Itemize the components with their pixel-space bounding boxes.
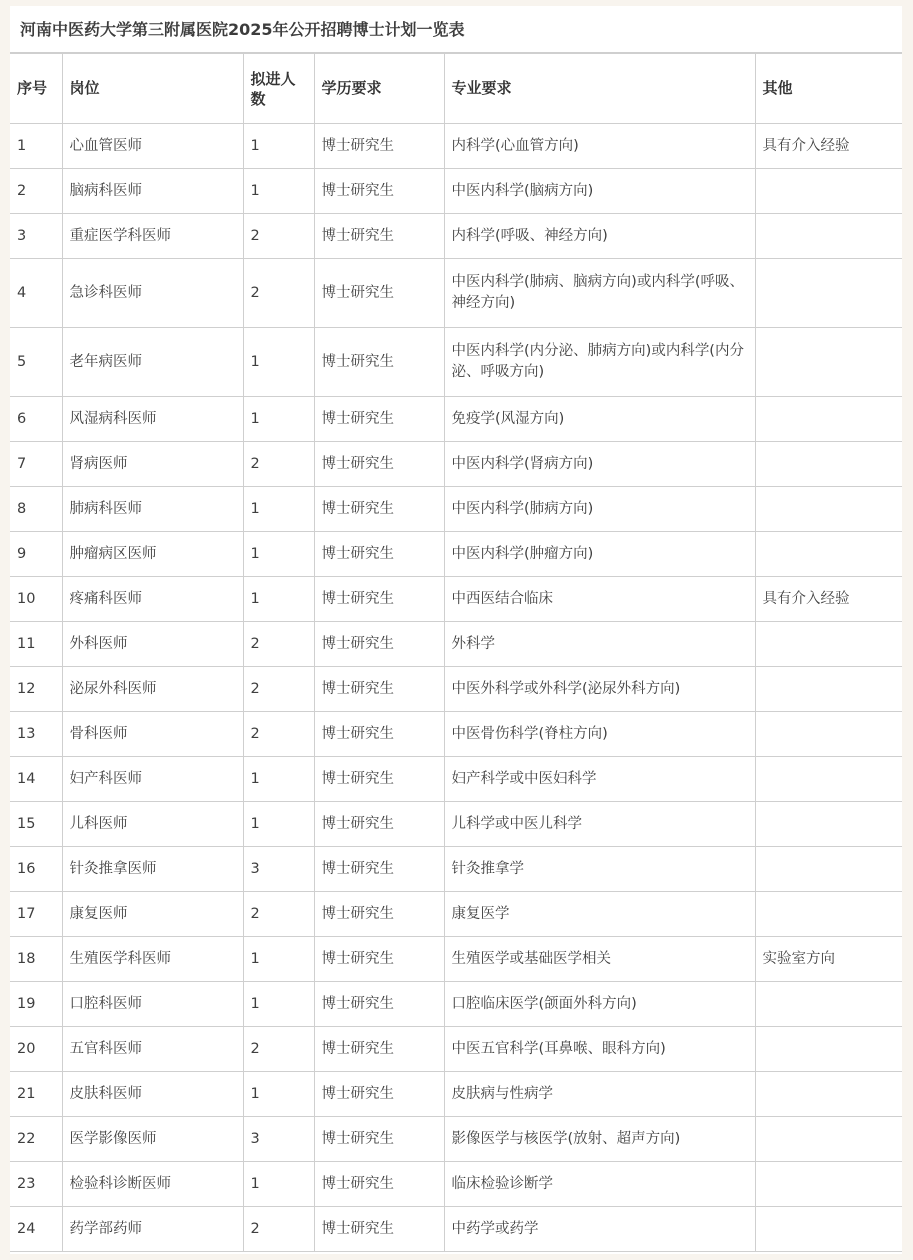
table-row [10,1027,902,1072]
cell-major: 中医内科学(内分泌、肺病方向)或内科学(内分泌、呼吸方向) [444,328,755,397]
cell-other [755,622,902,667]
table-row [10,577,902,622]
cell-count: 2 [243,667,314,712]
cell-major: 康复医学 [444,892,755,937]
cell-major: 中医内科学(肺病方向) [444,487,755,532]
cell-education: 博士研究生 [314,328,444,397]
cell-education: 博士研究生 [314,169,444,214]
table-row [10,169,902,214]
cell-count: 2 [243,259,314,328]
cell-count: 2 [243,214,314,259]
cell-count: 3 [243,847,314,892]
cell-education: 博士研究生 [314,712,444,757]
cell-education: 博士研究生 [314,982,444,1027]
cell-no: 8 [10,487,62,532]
cell-major: 外科学 [444,622,755,667]
cell-no: 10 [10,577,62,622]
header-count-line1: 拟进人 [250,69,296,88]
table-header-row [10,54,902,124]
cell-post: 针灸推拿医师 [62,847,243,892]
cell-major: 中医内科学(脑病方向) [444,169,755,214]
cell-education: 博士研究生 [314,532,444,577]
cell-post: 老年病医师 [62,328,243,397]
table-row [10,802,902,847]
cell-count: 2 [243,892,314,937]
cell-major: 临床检验诊断学 [444,1162,755,1207]
header-other: 其他 [755,54,902,124]
cell-major: 皮肤病与性病学 [444,1072,755,1117]
cell-count: 1 [243,397,314,442]
cell-education: 博士研究生 [314,1117,444,1162]
table-row [10,397,902,442]
cell-no: 24 [10,1207,62,1252]
cell-other: 具有介入经验 [755,577,902,622]
cell-other [755,214,902,259]
cell-education: 博士研究生 [314,124,444,169]
cell-post: 肺病科医师 [62,487,243,532]
cell-post: 疼痛科医师 [62,577,243,622]
cell-education: 博士研究生 [314,577,444,622]
cell-education: 博士研究生 [314,214,444,259]
table-row [10,1117,902,1162]
cell-post: 脑病科医师 [62,169,243,214]
cell-count: 1 [243,577,314,622]
cell-no: 23 [10,1162,62,1207]
cell-post: 五官科医师 [62,1027,243,1072]
table-body [10,124,902,1252]
cell-education: 博士研究生 [314,622,444,667]
table-row [10,214,902,259]
cell-other [755,847,902,892]
cell-post: 肾病医师 [62,442,243,487]
cell-post: 医学影像医师 [62,1117,243,1162]
cell-count: 1 [243,982,314,1027]
cell-education: 博士研究生 [314,1207,444,1252]
table-row [10,1207,902,1252]
cell-education: 博士研究生 [314,667,444,712]
cell-other [755,259,902,328]
table-row [10,1072,902,1117]
cell-count: 1 [243,328,314,397]
cell-other [755,1072,902,1117]
cell-other: 具有介入经验 [755,124,902,169]
cell-count: 1 [243,757,314,802]
cell-post: 泌尿外科医师 [62,667,243,712]
cell-other [755,1162,902,1207]
cell-no: 4 [10,259,62,328]
cell-other [755,532,902,577]
header-count [243,54,314,124]
cell-post: 心血管医师 [62,124,243,169]
cell-major: 中医五官科学(耳鼻喉、眼科方向) [444,1027,755,1072]
cell-other [755,1027,902,1072]
cell-education: 博士研究生 [314,802,444,847]
cell-post: 康复医师 [62,892,243,937]
header-no: 序号 [10,54,62,124]
cell-major: 生殖医学或基础医学相关 [444,937,755,982]
cell-post: 骨科医师 [62,712,243,757]
cell-education: 博士研究生 [314,892,444,937]
cell-other [755,712,902,757]
cell-major: 中医骨伤科学(脊柱方向) [444,712,755,757]
cell-no: 17 [10,892,62,937]
cell-post: 口腔科医师 [62,982,243,1027]
table-row [10,124,902,169]
cell-no: 15 [10,802,62,847]
cell-education: 博士研究生 [314,1162,444,1207]
cell-count: 2 [243,442,314,487]
cell-major: 影像医学与核医学(放射、超声方向) [444,1117,755,1162]
cell-other [755,328,902,397]
cell-post: 儿科医师 [62,802,243,847]
cell-count: 1 [243,532,314,577]
table-row [10,532,902,577]
cell-count: 1 [243,487,314,532]
cell-post: 皮肤科医师 [62,1072,243,1117]
cell-major: 中医外科学或外科学(泌尿外科方向) [444,667,755,712]
recruitment-table [10,53,902,1252]
cell-count: 1 [243,1072,314,1117]
cell-no: 7 [10,442,62,487]
cell-no: 12 [10,667,62,712]
table-row [10,757,902,802]
document-page [10,6,902,1254]
cell-post: 风湿病科医师 [62,397,243,442]
cell-no: 20 [10,1027,62,1072]
cell-education: 博士研究生 [314,442,444,487]
cell-education: 博士研究生 [314,847,444,892]
cell-education: 博士研究生 [314,487,444,532]
cell-count: 1 [243,1162,314,1207]
table-row [10,442,902,487]
cell-other [755,892,902,937]
header-post: 岗位 [62,54,243,124]
table-row [10,982,902,1027]
cell-other [755,169,902,214]
cell-major: 妇产科学或中医妇科学 [444,757,755,802]
table-row [10,622,902,667]
table-row [10,712,902,757]
cell-education: 博士研究生 [314,259,444,328]
cell-post: 急诊科医师 [62,259,243,328]
cell-post: 肿瘤病区医师 [62,532,243,577]
cell-no: 16 [10,847,62,892]
cell-other [755,667,902,712]
cell-no: 3 [10,214,62,259]
cell-major: 中西医结合临床 [444,577,755,622]
cell-no: 5 [10,328,62,397]
cell-no: 22 [10,1117,62,1162]
cell-major: 免疫学(风湿方向) [444,397,755,442]
cell-major: 中医内科学(肾病方向) [444,442,755,487]
table-row [10,847,902,892]
cell-major: 内科学(心血管方向) [444,124,755,169]
cell-no: 19 [10,982,62,1027]
cell-other [755,982,902,1027]
cell-count: 1 [243,124,314,169]
cell-no: 2 [10,169,62,214]
cell-other [755,1207,902,1252]
cell-education: 博士研究生 [314,397,444,442]
cell-no: 21 [10,1072,62,1117]
cell-post: 外科医师 [62,622,243,667]
table-row [10,1162,902,1207]
cell-major: 中医内科学(肿瘤方向) [444,532,755,577]
cell-no: 11 [10,622,62,667]
cell-other [755,397,902,442]
cell-major: 内科学(呼吸、神经方向) [444,214,755,259]
table-row [10,892,902,937]
cell-count: 1 [243,802,314,847]
cell-other [755,1117,902,1162]
cell-no: 6 [10,397,62,442]
cell-post: 生殖医学科医师 [62,937,243,982]
cell-other [755,757,902,802]
cell-other [755,487,902,532]
header-major: 专业要求 [444,54,755,124]
cell-count: 2 [243,1207,314,1252]
cell-count: 1 [243,169,314,214]
cell-no: 1 [10,124,62,169]
cell-count: 2 [243,622,314,667]
header-count-line2: 数 [250,89,266,108]
cell-major: 中药学或药学 [444,1207,755,1252]
cell-no: 13 [10,712,62,757]
cell-count: 3 [243,1117,314,1162]
cell-education: 博士研究生 [314,937,444,982]
table-row [10,259,902,328]
cell-no: 14 [10,757,62,802]
cell-major: 中医内科学(肺病、脑病方向)或内科学(呼吸、神经方向) [444,259,755,328]
cell-count: 2 [243,1027,314,1072]
cell-post: 重症医学科医师 [62,214,243,259]
cell-post: 药学部药师 [62,1207,243,1252]
cell-education: 博士研究生 [314,1027,444,1072]
cell-count: 2 [243,712,314,757]
table-row [10,487,902,532]
table-row [10,328,902,397]
cell-post: 妇产科医师 [62,757,243,802]
cell-count: 1 [243,937,314,982]
cell-other [755,442,902,487]
cell-no: 18 [10,937,62,982]
cell-major: 儿科学或中医儿科学 [444,802,755,847]
cell-other [755,802,902,847]
cell-no: 9 [10,532,62,577]
cell-education: 博士研究生 [314,1072,444,1117]
page-title: 河南中医药大学第三附属医院2025年公开招聘博士计划一览表 [10,6,902,53]
cell-major: 针灸推拿学 [444,847,755,892]
cell-education: 博士研究生 [314,757,444,802]
header-education: 学历要求 [314,54,444,124]
table-row [10,937,902,982]
cell-other: 实验室方向 [755,937,902,982]
table-row [10,667,902,712]
cell-post: 检验科诊断医师 [62,1162,243,1207]
cell-major: 口腔临床医学(颌面外科方向) [444,982,755,1027]
